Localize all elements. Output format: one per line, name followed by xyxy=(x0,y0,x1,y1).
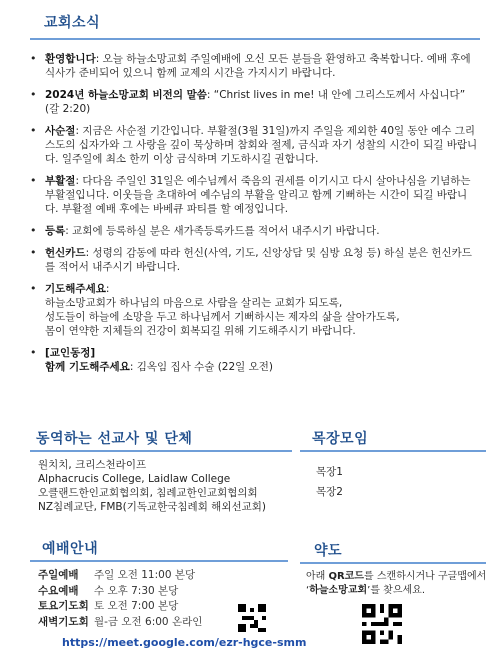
service-name: 주일예배 xyxy=(38,569,79,581)
news-label: 기도해주세요 xyxy=(45,283,106,295)
news-item-member-news xyxy=(30,346,480,374)
news-label: 사순절 xyxy=(45,125,76,137)
news-item-welcome xyxy=(30,52,480,80)
prayer-line: 하늘소망교회가 하나님의 마음으로 사람을 살리는 교회가 되도록, xyxy=(45,297,343,309)
worship-divider xyxy=(30,560,288,562)
worship-title: 예배안내 xyxy=(42,541,99,557)
mission-item: Alphacrucis College, Laidlaw College xyxy=(38,473,231,485)
bullet-icon: • xyxy=(30,174,37,187)
missions-list xyxy=(38,458,298,514)
church-news-divider xyxy=(30,38,480,40)
bullet-icon: • xyxy=(30,282,37,295)
news-label: 부활절 xyxy=(45,175,76,187)
map-text: 를 스캔하시거나 구글맵에서 ‘ xyxy=(306,571,487,596)
bullet-icon: • xyxy=(30,224,37,237)
map-qr-word: QR코드 xyxy=(328,571,365,582)
worship-row xyxy=(38,568,202,584)
news-item-easter xyxy=(30,174,480,216)
news-label: 2024년 하늘소망교회 비전의 말씀 xyxy=(45,89,207,101)
map-text: 아래 xyxy=(306,571,329,582)
news-label: 환영합니다 xyxy=(45,53,96,65)
pastors-title: 목장모임 xyxy=(312,431,369,447)
news-item-prayer xyxy=(30,282,480,338)
bullet-icon: • xyxy=(30,246,37,259)
mission-item: 원치치, 크리스천라이프 xyxy=(38,459,147,471)
worship-row xyxy=(38,599,202,615)
news-label: [교인동정] xyxy=(45,347,96,359)
map-text: ’를 찾으세요. xyxy=(367,585,425,596)
service-time: 월-금 오전 6:00 온라인 xyxy=(94,615,203,628)
mission-item: NZ침례교단, FMB(기독교한국침례회 해외선교회) xyxy=(38,501,266,513)
news-text: : 다다음 주일인 31일은 예수님께서 죽음의 권세를 이기시고 다시 살아나심을 기념하는 부활절입니다. 이웃들을 초대하여 예수님의 부활을 알리고 함께 기뻐하는 시간이 되길 바랍니다. 부활절 예배 후에는 바베큐 파티를 할 예정입니다. xyxy=(45,175,471,215)
service-time: 토 오전 7:00 본당 xyxy=(94,600,179,612)
service-name: 새벽기도회 xyxy=(38,615,89,628)
news-item-registration xyxy=(30,224,480,238)
pastors-divider xyxy=(300,450,486,452)
online-meeting-link[interactable]: https://meet.google.com/ezr-hgce-smm xyxy=(62,636,307,649)
bullet-icon: • xyxy=(30,124,37,137)
news-item-lent xyxy=(30,124,480,166)
worship-row xyxy=(38,584,202,600)
worship-row xyxy=(38,615,202,631)
news-text: : 지금은 사순절 기간입니다. 부활절(3월 31일)까지 주일을 제외한 40일 동안 예수 그리스도의 십자가와 그 사랑을 깊이 묵상하며 참회와 절제, 금식과 자기 성찰의 시간이 되길 바랍니다. 일주일에 최소 한끼 이상 금식하며 기도하시길 권합니다. xyxy=(45,125,478,165)
prayer-line: 몸이 연약한 지체들의 건강이 회복되길 위해 기도해주시기 바랍니다. xyxy=(45,325,356,337)
prayer-line: 성도들이 하늘에 소망을 두고 하나님께서 기뻐하시는 제자의 삶을 살아가도록, xyxy=(45,311,400,323)
news-item-dedication xyxy=(30,246,480,274)
map-instruction xyxy=(306,570,496,598)
news-text: : 오늘 하늘소망교회 주일예배에 오신 모든 분들을 환영하고 축복합니다. 예배 후에 식사가 준비되어 있으니 함께 교제의 시간을 가지시기 바랍니다. xyxy=(45,53,471,79)
church-news-title: 교회소식 xyxy=(44,15,101,31)
pastor-group-item: 목장2 xyxy=(316,486,343,498)
news-text: : 김옥임 집사 수술 (22일 오전) xyxy=(129,361,274,373)
missions-divider xyxy=(30,450,292,452)
service-time: 수 오후 7:30 본당 xyxy=(94,584,179,597)
church-news-list xyxy=(30,52,480,382)
news-label: 헌신카드 xyxy=(45,247,86,259)
service-name: 토요기도회 xyxy=(38,600,89,612)
bullet-icon: • xyxy=(30,88,37,101)
map-church-name: 하늘소망교회 xyxy=(309,585,368,596)
worship-schedule xyxy=(38,568,202,630)
pastor-group-item: 목장1 xyxy=(316,466,343,478)
map-title: 약도 xyxy=(314,543,343,559)
mission-item: 오클랜드한인교회협의회, 침례교한인교회협의회 xyxy=(38,487,258,499)
service-time: 주일 오전 11:00 본당 xyxy=(94,569,196,581)
map-divider xyxy=(300,562,486,564)
news-label: 함께 기도해주세요 xyxy=(45,361,130,373)
bullet-icon: • xyxy=(30,346,37,359)
news-text: : 교회에 등록하실 분은 새가족등록카드를 적어서 내주시기 바랍니다. xyxy=(65,225,380,237)
news-text: : 성령의 감동에 따라 헌신(사역, 기도, 신앙상담 및 심방 요청 등) 하실 분은 헌신카드를 적어서 내주시기 바랍니다. xyxy=(45,247,472,273)
news-label: 등록 xyxy=(45,225,66,237)
bullet-icon: • xyxy=(30,52,37,65)
service-name: 수요예배 xyxy=(38,584,79,597)
map-qr-code-icon[interactable] xyxy=(362,604,402,644)
online-meeting-qr-code-icon[interactable] xyxy=(238,604,266,632)
pastors-list xyxy=(316,462,343,502)
news-text: : xyxy=(105,283,110,295)
news-text: : “Christ lives in me! 내 안에 그리스도께서 사십니다” (갈 2:20) xyxy=(45,89,466,115)
missions-title: 동역하는 선교사 및 단체 xyxy=(36,431,193,447)
news-item-vision xyxy=(30,88,480,116)
